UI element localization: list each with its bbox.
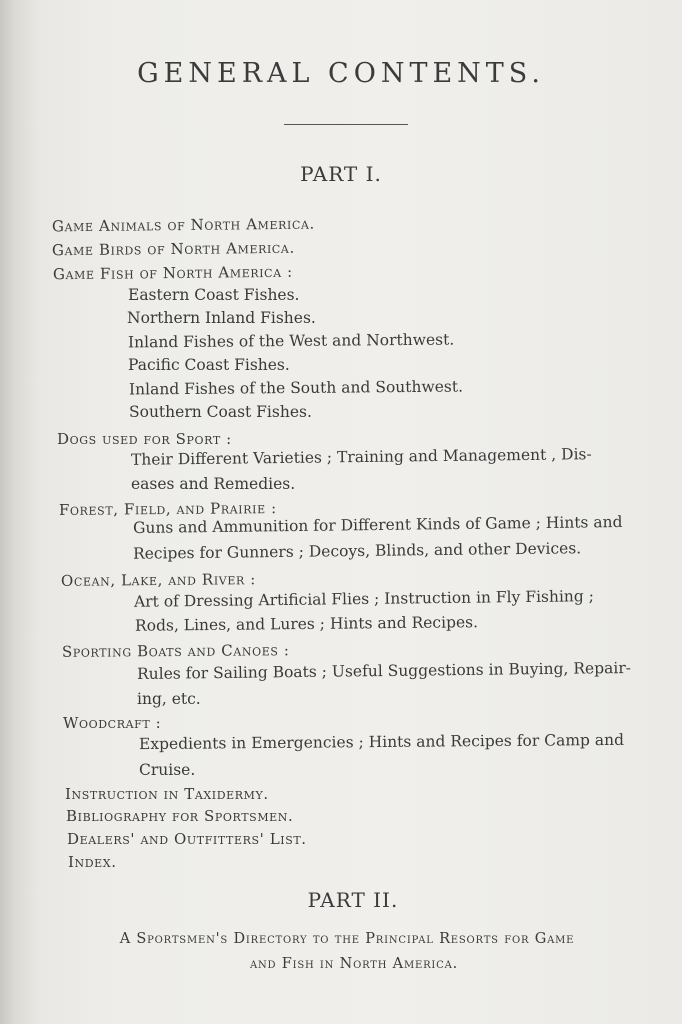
fish-eastern-coast: Eastern Coast Fishes. (128, 286, 300, 304)
forest-line-1: Guns and Ammunition for Different Kinds of Game ; Hints and (132, 513, 623, 537)
entry-taxidermy: Instruction in Taxidermy. (65, 785, 269, 803)
entry-woodcraft: Woodcraft : (63, 714, 162, 732)
entry-dealers: Dealers' and Outfitters' List. (67, 830, 307, 848)
ocean-line-2: Rods, Lines, and Lures ; Hints and Recipes. (134, 613, 479, 635)
fish-inland-west: Inland Fishes of the West and Northwest. (127, 330, 455, 352)
fish-inland-south: Inland Fishes of the South and Southwest. (128, 377, 464, 399)
fish-southern-coast: Southern Coast Fishes. (129, 403, 312, 421)
entry-dogs: Dogs used for Sport : (57, 430, 232, 448)
directory-line-2: and Fish in North America. (249, 956, 459, 972)
woodcraft-line-1: Expedients in Emergencies ; Hints and Recipes for Camp and (138, 730, 625, 754)
entry-game-animals: Game Animals of North America. (51, 214, 315, 236)
title-divider (284, 124, 408, 125)
entry-ocean: Ocean, Lake, and River : (60, 570, 256, 590)
directory-line-1: A Sportsmen's Directory to the Principal Resorts for Game (119, 931, 575, 947)
fish-pacific-coast: Pacific Coast Fishes. (128, 356, 290, 374)
woodcraft-line-2: Cruise. (139, 761, 196, 779)
boats-line-2: ing, etc. (137, 690, 201, 708)
ocean-line-1: Art of Dressing Artificial Flies ; Instruction in Fly Fishing ; (133, 587, 595, 611)
fish-northern-inland: Northern Inland Fishes. (127, 309, 316, 327)
entry-forest: Forest, Field, and Prairie : (58, 499, 277, 519)
forest-line-2: Recipes for Gunners ; Decoys, Blinds, and other Devices. (132, 539, 582, 563)
dogs-line-2: eases and Remedies. (131, 475, 296, 493)
entry-game-birds: Game Birds of North America. (51, 238, 295, 260)
page-title: GENERAL CONTENTS. (137, 58, 545, 89)
entry-index: Index. (68, 853, 117, 871)
part-one-heading: PART I. (300, 162, 382, 186)
dogs-line-1: Their Different Varieties ; Training and Management , Dis- (130, 445, 592, 469)
part-two-heading: PART II. (307, 888, 399, 912)
entry-bibliography: Bibliography for Sportsmen. (66, 807, 294, 825)
entry-game-fish: Game Fish of North America : (52, 262, 293, 284)
boats-line-1: Rules for Sailing Boats ; Useful Suggestions in Buying, Repair- (136, 658, 632, 684)
entry-boats: Sporting Boats and Canoes : (61, 641, 290, 661)
